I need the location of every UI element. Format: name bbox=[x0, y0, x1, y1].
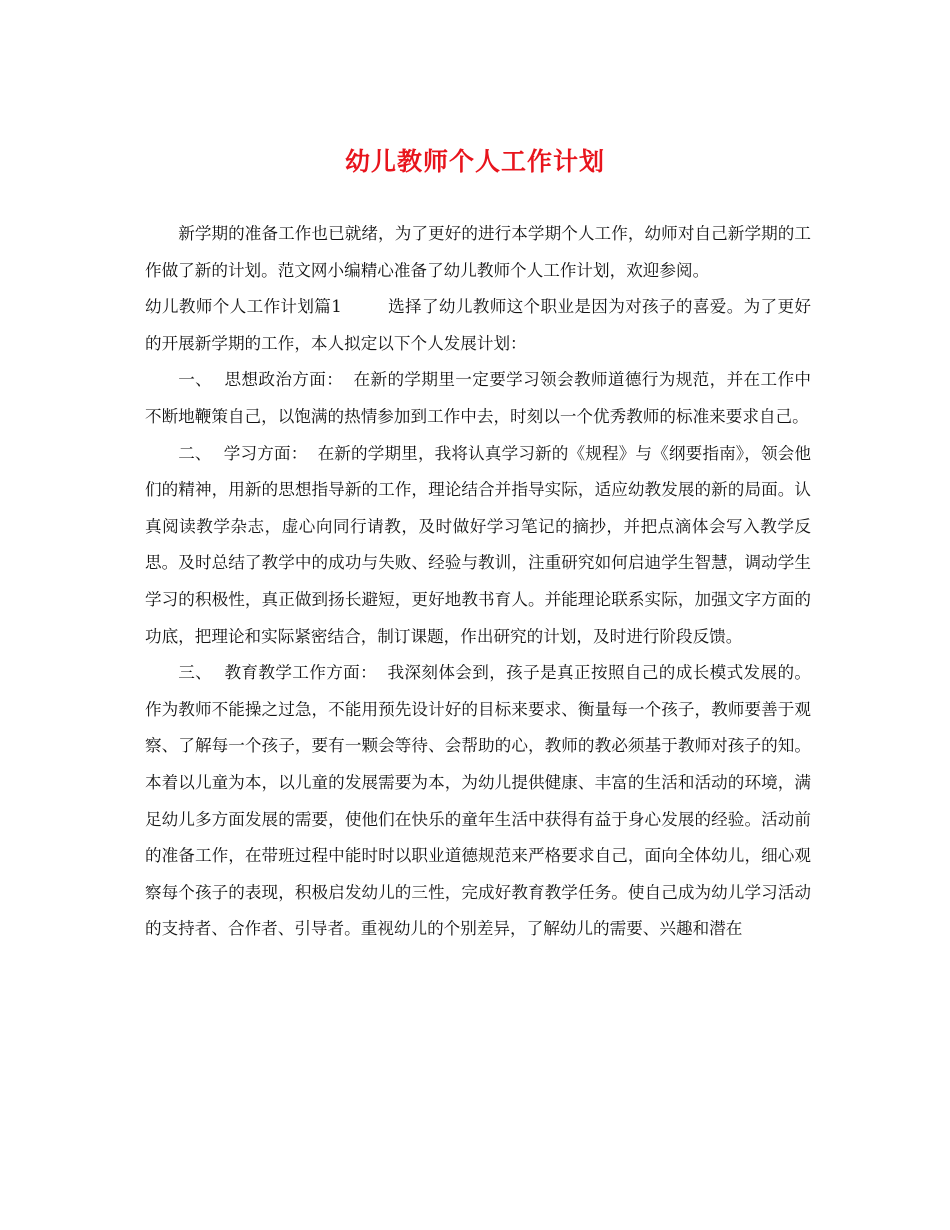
item-3-text: 我深刻体会到，孩子是真正按照自己的成长模式发展的。作为教师不能操之过急，不能用预先设计好的目标来要求、衡量每一个孩子，教师要善于观察、了解每一个孩子，要有一颗会等待、会帮助的心，教师的教必须基于教师对孩子的知。本着以儿童为本，以儿童的发展需要为本，为幼儿提供健康、丰富的生活和活动的环境，满足幼儿多方面发展的需要，使他们在快乐的童年生活中获得有益于身心发展的经验。活动前的准备工作，在带班过程中能时时以职业道德规范来严格要求自己，面向全体幼儿，细心观察每个孩子的表现，积极启发幼儿的三性，完成好教育教学任务。使自己成为幼儿学习活动的支持者、合作者、引导者。重视幼儿的个别差异，了解幼儿的需要、兴趣和潜在 bbox=[145, 663, 812, 939]
item-3-number: 三、 bbox=[178, 663, 213, 683]
section-heading: 幼儿教师个人工作计划篇1 bbox=[145, 297, 342, 317]
item-1-heading: 思想政治方面： bbox=[224, 370, 344, 390]
item-2-heading: 学习方面： bbox=[223, 443, 308, 463]
item-3-paragraph bbox=[145, 655, 811, 948]
item-2-number: 二、 bbox=[178, 443, 212, 463]
item-1-text: 在新的学期里一定要学习领会教师道德行为规范，并在工作中不断地鞭策自己，以饱满的热情参加到工作中去，时刻以一个优秀教师的标准来要求自己。 bbox=[145, 370, 812, 426]
item-2-text: 在新的学期里，我将认真学习新的《规程》与《纲要指南》，领会他们的精神，用新的思想指导新的工作，理论结合并指导实际，适应幼教发展的新的局面。认真阅读教学杂志，虚心向同行请教，及时做好学习笔记的摘抄，并把点滴体会写入教学反思。及时总结了教学中的成功与失败、经验与教训，注重研究如何启迪学生智慧，调动学生学习的积极性，真正做到扬长避短，更好地教书育人。并能理论联系实际，加强文字方面的功底，把理论和实际紧密结合，制订课题，作出研究的计划，及时进行阶段反馈。 bbox=[145, 443, 812, 646]
intro-paragraph: 新学期的准备工作也已就绪，为了更好的进行本学期个人工作，幼师对自己新学期的工作做了新的计划。范文网小编精心准备了幼儿教师个人工作计划，欢迎参阅。 bbox=[145, 224, 811, 280]
item-2-paragraph bbox=[145, 436, 811, 656]
item-1-number: 一、 bbox=[178, 370, 213, 390]
item-3-heading: 教育教学工作方面： bbox=[224, 663, 378, 683]
document-title: 幼儿教师个人工作计划 bbox=[344, 147, 605, 176]
section-paragraph bbox=[145, 289, 811, 362]
item-1-paragraph bbox=[145, 362, 811, 435]
document-body bbox=[145, 216, 811, 948]
section-intro: 选择了幼儿教师这个职业是因为对孩子的喜爱。为了更好的开展新学期的工作，本人拟定以下个人发展计划： bbox=[145, 297, 812, 353]
